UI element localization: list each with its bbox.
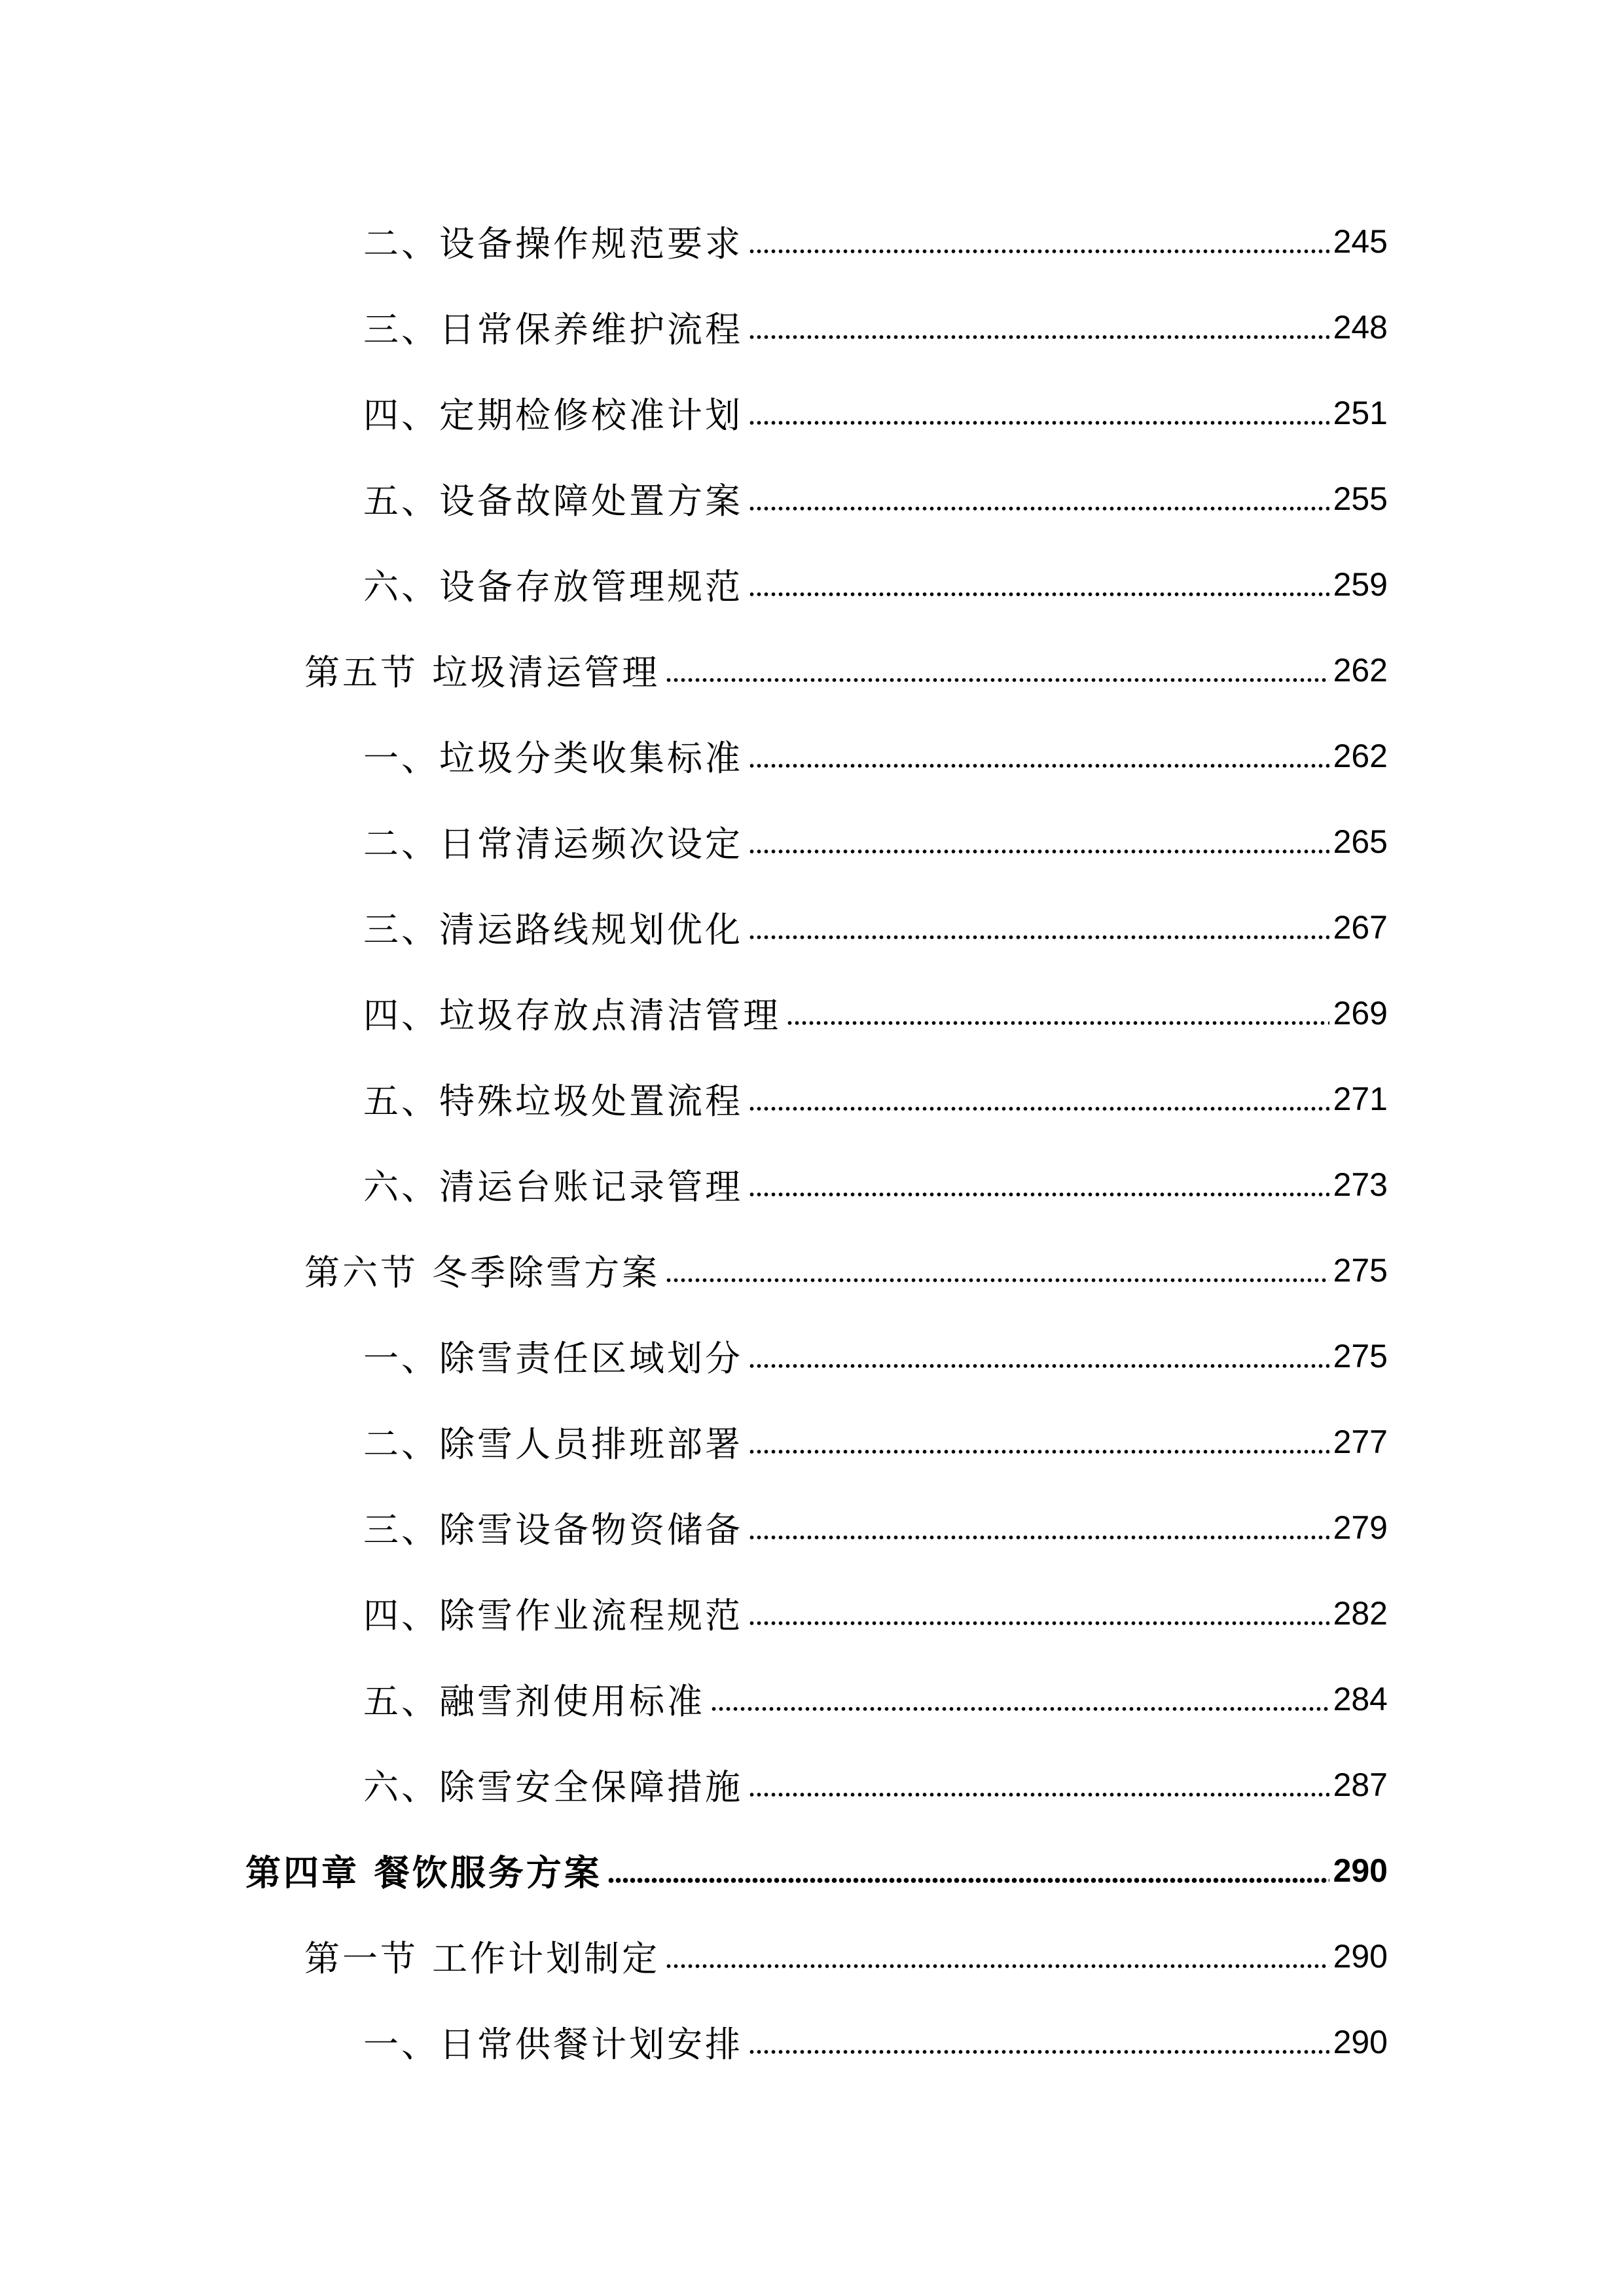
- toc-entry-page-number: 275: [1333, 1251, 1388, 1289]
- dot-leader: [748, 591, 1329, 598]
- toc-subsection-entry[interactable]: [0, 284, 1624, 370]
- toc-subsection-entry[interactable]: [0, 1656, 1624, 1742]
- dot-leader: [748, 505, 1329, 512]
- toc-subsection-entry[interactable]: [0, 1570, 1624, 1656]
- dot-leader: [748, 1448, 1329, 1455]
- toc-entry-page-number: 262: [1333, 737, 1388, 774]
- dot-leader: [748, 762, 1329, 769]
- dot-leader: [665, 677, 1329, 683]
- toc-section-entry[interactable]: [0, 1913, 1624, 1999]
- toc-subsection-entry[interactable]: [0, 1999, 1624, 2085]
- toc-entry-page-number: 248: [1333, 308, 1388, 346]
- dot-leader: [748, 248, 1329, 255]
- toc-entry-page-number: 271: [1333, 1080, 1388, 1117]
- toc-entry-title: 六、除雪安全保障措施: [363, 1767, 743, 1808]
- toc-entry-title: 三、除雪设备物资储备: [363, 1509, 743, 1551]
- toc-entry-page-number: 287: [1333, 1766, 1388, 1803]
- toc-chapter-entry[interactable]: [0, 1827, 1624, 1913]
- toc-entry-title: 六、清运台账记录管理: [363, 1166, 743, 1208]
- dot-leader: [665, 1277, 1329, 1283]
- toc-entry-title: 二、设备操作规范要求: [363, 223, 743, 264]
- toc-entry-page-number: 290: [1333, 1937, 1388, 1975]
- toc-entry-page-number: 255: [1333, 480, 1388, 517]
- toc-entry-page-number: 265: [1333, 823, 1388, 860]
- toc-entry-title: 一、垃圾分类收集标准: [363, 738, 743, 779]
- toc-subsection-entry[interactable]: [0, 541, 1624, 627]
- toc-entry-title: 第一节 工作计划制定: [304, 1938, 660, 1979]
- toc-subsection-entry[interactable]: [0, 1141, 1624, 1227]
- dot-leader: [748, 420, 1329, 426]
- toc-entry-title: 二、除雪人员排班部署: [363, 1424, 743, 1465]
- dot-leader: [748, 934, 1329, 941]
- toc-entry-page-number: 290: [1333, 2023, 1388, 2060]
- toc-entry-title: 五、融雪剂使用标准: [363, 1681, 705, 1722]
- toc-entry-title: 五、特殊垃圾处置流程: [363, 1081, 743, 1122]
- dot-leader: [748, 334, 1329, 340]
- dot-leader: [748, 2049, 1329, 2055]
- dot-leader: [607, 1877, 1329, 1884]
- dot-leader: [748, 1105, 1329, 1112]
- toc-entry-page-number: 259: [1333, 565, 1388, 603]
- toc-entry-page-number: 262: [1333, 651, 1388, 689]
- table-of-contents: [0, 198, 1624, 2085]
- dot-leader: [748, 1191, 1329, 1198]
- toc-subsection-entry[interactable]: [0, 713, 1624, 798]
- toc-subsection-entry[interactable]: [0, 1056, 1624, 1141]
- toc-entry-title: 六、设备存放管理规范: [363, 566, 743, 607]
- toc-section-entry[interactable]: [0, 627, 1624, 713]
- toc-entry-title: 一、除雪责任区域划分: [363, 1338, 743, 1379]
- toc-entry-title: 二、日常清运频次设定: [363, 823, 743, 865]
- toc-subsection-entry[interactable]: [0, 1313, 1624, 1399]
- dot-leader: [748, 1363, 1329, 1369]
- dot-leader: [748, 1534, 1329, 1541]
- toc-entry-page-number: 251: [1333, 394, 1388, 431]
- toc-subsection-entry[interactable]: [0, 198, 1624, 284]
- dot-leader: [748, 1791, 1329, 1798]
- dot-leader: [710, 1706, 1329, 1712]
- toc-entry-title: 第四章 餐饮服务方案: [245, 1852, 602, 1893]
- dot-leader: [748, 848, 1329, 855]
- toc-entry-title: 四、垃圾存放点清洁管理: [363, 995, 781, 1036]
- toc-entry-title: 第五节 垃圾清运管理: [304, 652, 660, 693]
- dot-leader: [748, 1620, 1329, 1626]
- toc-subsection-entry[interactable]: [0, 456, 1624, 541]
- toc-entry-title: 第六节 冬季除雪方案: [304, 1252, 660, 1293]
- toc-subsection-entry[interactable]: [0, 970, 1624, 1056]
- toc-entry-page-number: 273: [1333, 1166, 1388, 1203]
- toc-entry-page-number: 245: [1333, 223, 1388, 260]
- toc-entry-title: 三、日常保养维护流程: [363, 309, 743, 350]
- toc-entry-page-number: 279: [1333, 1509, 1388, 1546]
- toc-entry-page-number: 282: [1333, 1594, 1388, 1632]
- toc-entry-title: 四、除雪作业流程规范: [363, 1595, 743, 1636]
- toc-entry-page-number: 275: [1333, 1337, 1388, 1374]
- toc-subsection-entry[interactable]: [0, 884, 1624, 970]
- toc-entry-title: 三、清运路线规划优化: [363, 909, 743, 950]
- toc-entry-page-number: 269: [1333, 994, 1388, 1031]
- toc-subsection-entry[interactable]: [0, 1399, 1624, 1484]
- toc-entry-page-number: 277: [1333, 1423, 1388, 1460]
- toc-entry-page-number: 284: [1333, 1680, 1388, 1717]
- toc-subsection-entry[interactable]: [0, 798, 1624, 884]
- toc-entry-title: 四、定期检修校准计划: [363, 395, 743, 436]
- dot-leader: [665, 1963, 1329, 1969]
- toc-entry-title: 五、设备故障处置方案: [363, 480, 743, 522]
- toc-subsection-entry[interactable]: [0, 370, 1624, 456]
- toc-entry-page-number: 267: [1333, 908, 1388, 946]
- toc-subsection-entry[interactable]: [0, 1742, 1624, 1827]
- toc-section-entry[interactable]: [0, 1227, 1624, 1313]
- toc-entry-title: 一、日常供餐计划安排: [363, 2024, 743, 2065]
- dot-leader: [786, 1020, 1329, 1026]
- toc-entry-page-number: 290: [1333, 1852, 1388, 1889]
- toc-subsection-entry[interactable]: [0, 1484, 1624, 1570]
